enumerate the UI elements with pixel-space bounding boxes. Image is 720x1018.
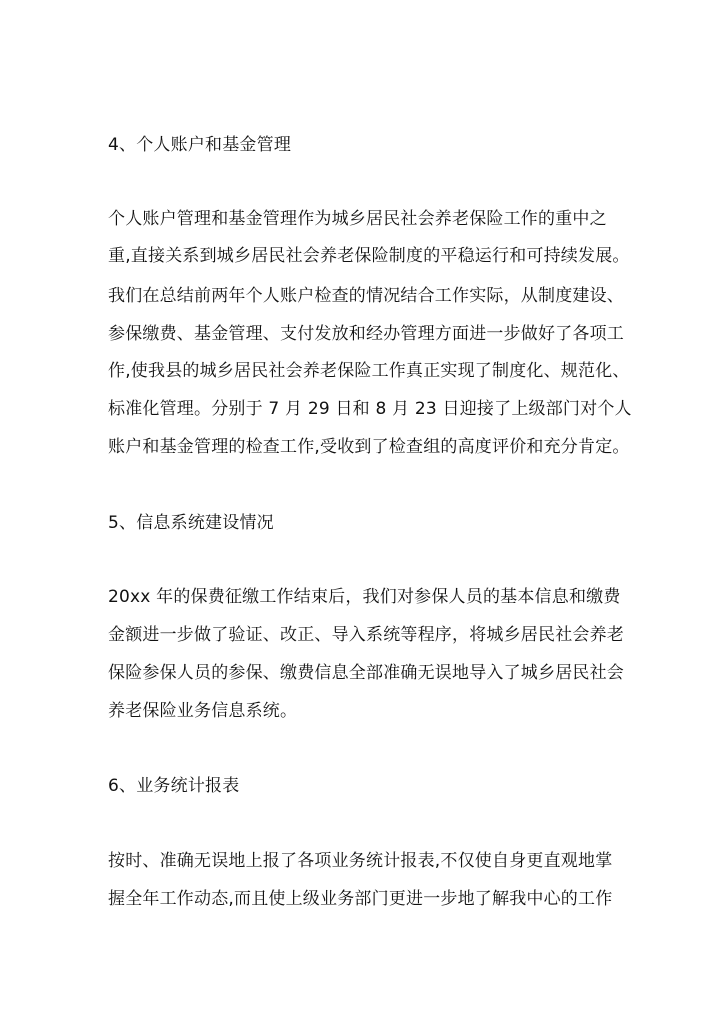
section-5-line: 养老保险业务信息系统。	[108, 701, 298, 721]
section-6-line: 按时、准确无误地上报了各项业务统计报表,不仅使自身更直观地掌	[108, 851, 613, 871]
section-4-heading: 4、个人账户和基金管理	[108, 135, 292, 155]
section-6-heading: 6、业务统计报表	[108, 776, 240, 796]
section-4-line: 作,使我县的城乡居民社会养老保险工作真正实现了制度化、规范化、	[108, 361, 630, 381]
section-5-heading: 5、信息系统建设情况	[108, 513, 274, 533]
section-4-line: 账户和基金管理的检查工作,受收到了检查组的高度评价和充分肯定。	[108, 437, 630, 457]
section-5-line: 20xx 年的保费征缴工作结束后，我们对参保人员的基本信息和缴费	[108, 587, 621, 607]
section-4-line: 参保缴费、基金管理、支付发放和经办管理方面进一步做好了各项工	[108, 324, 624, 344]
section-5-line: 保险参保人员的参保、缴费信息全部准确无误地导入了城乡居民社会	[108, 663, 624, 683]
section-5-line: 金额进一步做了验证、改正、导入系统等程序，将城乡居民社会养老	[108, 625, 624, 645]
section-4-line: 我们在总结前两年个人账户检查的情况结合工作实际，从制度建设、	[108, 286, 624, 306]
section-6-line: 握全年工作动态,而且使上级业务部门更进一步地了解我中心的工作	[108, 889, 613, 909]
section-4-line: 重,直接关系到城乡居民社会养老保险制度的平稳运行和可持续发展。	[108, 246, 630, 266]
section-4-line: 标准化管理。分别于 7 月 29 日和 8 月 23 日迎接了上级部门对个人	[108, 399, 632, 419]
section-4-line: 个人账户管理和基金管理作为城乡居民社会养老保险工作的重中之	[108, 209, 607, 229]
